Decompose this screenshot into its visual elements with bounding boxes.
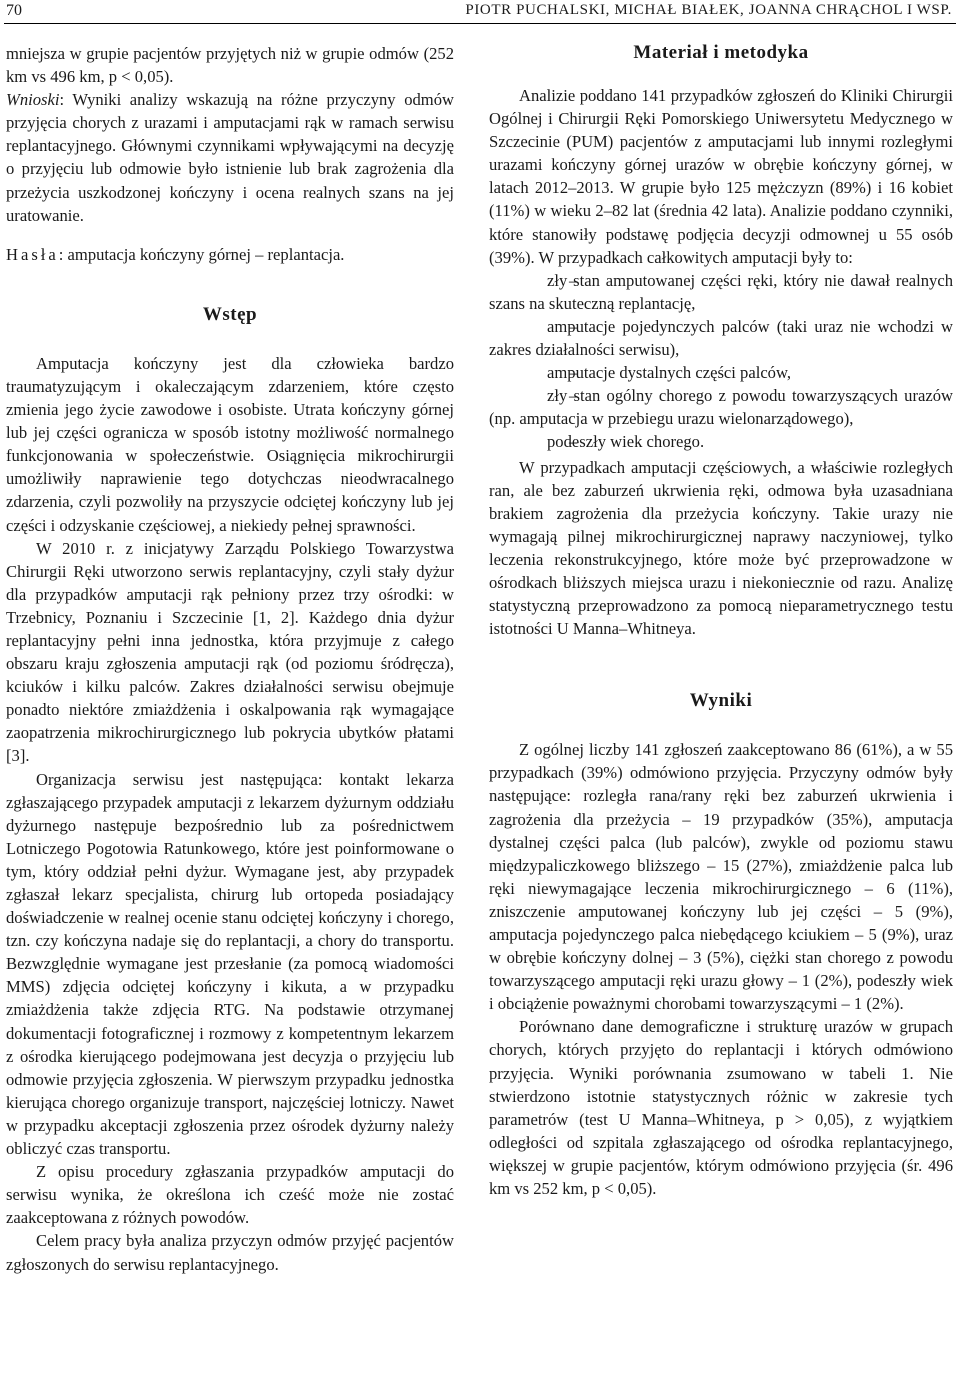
keywords-text: : amputacja kończyny górnej – replantacja.: [58, 244, 345, 264]
conclusions-label: Wnioski: [6, 90, 60, 110]
methods-list-item: – zły stan ogólny chorego z powodu towarzyszących urazów (np. amputacja w przebiegu urazu wielonarządowego),: [489, 384, 953, 430]
methods-list-item: – amputacje dystalnych części palców,: [489, 361, 953, 384]
keywords-paragraph: [6, 243, 454, 266]
intro-paragraph: Z opisu procedury zgłaszania przypadków amputacji do serwisu wynika, że określona ich cześć może nie zostać zaakceptowana z różnych powodów.: [6, 1162, 454, 1228]
keywords-label: Hasła: [6, 244, 59, 264]
conclusions-text: : Wyniki analizy wskazują na różne przyczyny odmów przyjęcia chorych z urazami i amputacjami rąk w ramach serwisu replantacyjnego. Głównymi czynnikami wpływającymi na decyzję o przyjęciu lub odmowie było istnienie lub brak zagrożenia dla przeżycia uszkodzonej kończyny i ocena realnych szans na jej uratowanie.: [6, 90, 454, 225]
header-rule: [4, 23, 956, 24]
methods-list-item: – podeszły wiek chorego.: [489, 430, 953, 453]
intro-paragraph: Amputacja kończyny jest dla człowieka bardzo traumatyzującym i okaleczającym zdarzeniem, które często zmienia jego życie zawodowe i osobiste. Utrata kończyny górnej lub jej części ogranicza w sposób istotny możliwość normalnego funkcjonowania w społeczeństwie. Osiągnięcia mikrochirurgii umożliwiły naprawienie tego dotychczas nieodwracalnego zdarzenia, czyli pozwoliły na przyszycie odciętej kończyny lub jej części i odzyskanie częściowej, a niekiedy pełnej sprawności.: [6, 353, 454, 535]
running-head: PIOTR PUCHALSKI, MICHAŁ BIAŁEK, JOANNA CHRĄCHOL I WSP.: [465, 2, 952, 18]
summary-end-paragraph: mniejsza w grupie pacjentów przyjętych niż w grupie odmów (252 km vs 496 km, p < 0,05).: [6, 44, 454, 87]
intro-paragraph: Celem pracy była analiza przyczyn odmów przyjęć pacjentów zgłoszonych do serwisu replantacyjnego.: [6, 1231, 454, 1274]
methods-list-item: – zły stan amputowanej części ręki, który nie dawał realnych szans na skuteczną replantację,: [489, 269, 953, 315]
results-paragraph: Porównano dane demograficzne i strukturę urazów w grupach chorych, których przyjęto do replantacji i których odmówiono przyjęcia. Wyniki porównania zsumowano w tabeli 1. Nie stwierdzono istotnie statystycznych różnic w zakresie tych parametrów (test U Manna–Whitneya, p > 0,05), z wyjątkiem odległości od szpitala zgłaszającego od ośrodka replantacyjnego, większej w grupie pacjentów, którym odmówiono przyjęcia (śr. 496 km vs 252 km, p < 0,05).: [489, 1017, 953, 1199]
section-heading-intro: Wstęp: [202, 303, 258, 325]
section-heading-results: Wyniki: [689, 690, 753, 712]
right-column: [489, 42, 953, 1200]
page-number: 70: [6, 2, 22, 19]
results-paragraph: Z ogólnej liczby 141 zgłoszeń zaakceptowano 86 (61%), a w 55 przypadkach (39%) odmówiono przyjęcia. Przyczyny odmów były następujące: rozległa rana/rany ręki bez zaburzeń ukrwienia i zagrożenia dla przeżycia – 19 przypadków (35%), amputacja dystalnej części palca (lub palców), zwykle od poziomu stawu międzypaliczkowego bliższego – 15 (27%), zmiażdżenie palca lub ręki niewymagające leczenia mikrochirurgicznego – 6 (11%), zniszczenie amputowanej kończyny lub jej części – 5 (9%), amputacja pojedynczego palca niebędącego kciukiem – 5 (9%), uraz w obrębie kończyny dolnej – 3 (5%), ciężki stan chorego z powodu towarzyszącego amputacji ręki urazu głowy – 1 (2%), podeszły wiek i obciążenie poważnymi chorobami towarzyszącymi – 1 (2%).: [489, 740, 953, 1014]
left-column: [6, 42, 454, 1276]
methods-list-item: – amputacje pojedynczych palców (taki uraz nie wchodzi w zakres działalności serwisu),: [489, 315, 953, 361]
conclusions-paragraph: [6, 88, 454, 227]
methods-paragraph: Analizie poddano 141 przypadków zgłoszeń do Kliniki Chirurgii Ogólnej i Chirurgii Ręki Pomorskiego Uniwersytetu Medycznego w Szczecinie (PUM) pacjentów z amputacjami lub innymi rozległymi urazami kończyny górnej urazów w obrębie kończyny górnej, w latach 2012–2013. W grupie było 125 mężczyzn (89%) i 16 kobiet (11%) w wieku 2–82 lat (średnia 42 lata). Analizie poddano czynniki, które stanowiły podstawę podjęcia decyzji odmownej u 55 osób (39%). W przypadkach całkowitych amputacji były to:: [489, 86, 953, 267]
intro-paragraph: W 2010 r. z inicjatywy Zarządu Polskiego Towarzystwa Chirurgii Ręki utworzono serwis replantacyjny, czyli stały dyżur dla przypadków amputacji rąk pełniony przez trzy ośrodki: w Trzebnicy, Poznaniu i Szczecinie [1, 2]. Każdego dnia dyżur replantacyjny pełni inna jednostka, która przyjmuje z całego obszaru kraju zgłoszenia amputacji rąk (od poziomu śródręcza), kciuków i kilku palców. Zakres działalności serwisu obejmuje ponadto niektóre zmiażdżenia i oskalpowania rąk wymagające zaopatrzenia mikrochirurgicznego lub pokrycia ubytków płatami [3].: [6, 538, 454, 766]
section-heading-methods: Materiał i metodyka: [633, 42, 809, 63]
intro-paragraph: Organizacja serwisu jest następująca: kontakt lekarza zgłaszającego przypadek amputacji z lekarzem dyżurnym oddziału dyżurnego następuje bezpośrednio lub za pośrednictwem Lotniczego Pogotowia Ratunkowego, które jest poinformowane o tym, który oddział pełni dyżur. Wymagane jest, aby przypadek zgłaszał lekarz specjalista, chirurg lub ortopeda posiadający doświadczenie w realnej ocenie stanu odciętej kończyny i chorego, tzn. czy kończyna nadaje się do replantacji, a chory do transportu. Bezwzględnie wymagane jest przesłanie (za pomocą wiadomości MMS) zdjęcia odciętej kończyny i kikuta, a w przypadku zmiażdżenia także zdjęcia RTG. Na podstawie otrzymanej dokumentacji fotograficznej i rozmowy z kompetentnym lekarzem z ośrodka kierującego podejmowana jest decyzja o przyjęciu lub odmowie przyjęcia zgłoszenia. W pierwszym przypadku jednostka kierująca chorego organizuje transport, najczęściej lotniczy. Nawet w przypadku akceptacji zgłoszenia przez ośrodek dyżurny należy obliczyć czas transportu.: [6, 769, 454, 1159]
methods-paragraph: W przypadkach amputacji częściowych, a właściwie rozległych ran, ale bez zaburzeń ukrwienia ręki, odmowa była uzasadniana brakiem zagrożenia dla przeżycia kończyny. Takie urazy nie wymagają pilnej mikrochirurgicznej naprawy naczyniowej, tylko leczenia rekonstrukcyjnego, które może być przeprowadzone w ośrodkach bliższych miejsca urazu i niekoniecznie od razu. Analizę statystyczną przeprowadzono za pomocą nieparametrycznego testu istotności U Manna–Whitneya.: [489, 457, 953, 639]
